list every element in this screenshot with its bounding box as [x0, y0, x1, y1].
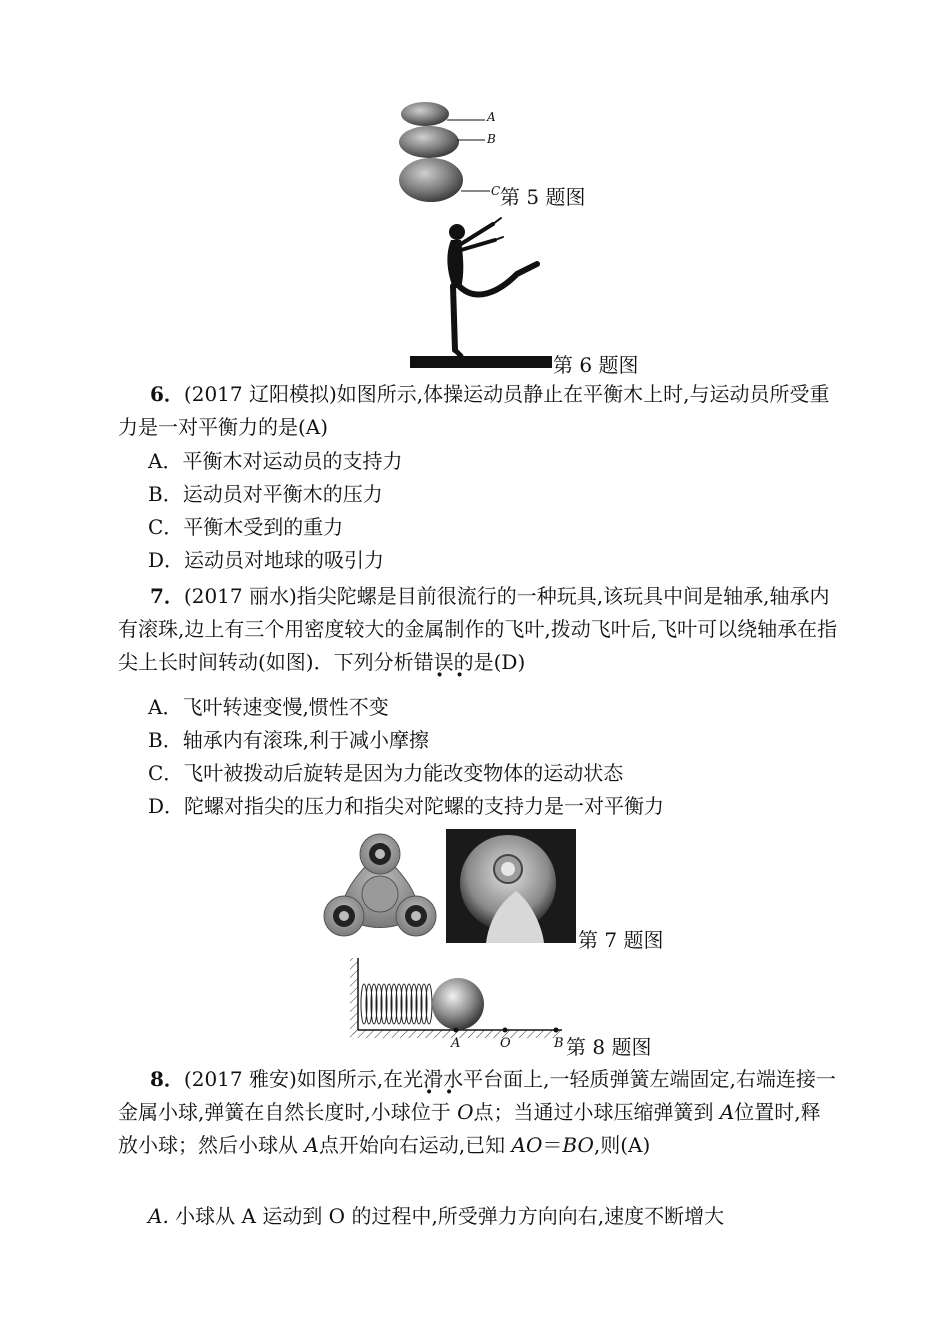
question-6-option-c: C．平衡木受到的重力	[148, 515, 344, 539]
q8-text-1: (2017 雅安)如图所示,在	[183, 1067, 404, 1091]
question-6-text: (2017 辽阳模拟)如图所示,体操运动员静止在平衡木上时,与运动员所受重力是一对平衡力的是(A)	[118, 382, 830, 439]
label-point-o: O	[500, 1036, 511, 1051]
q8-text-4: 位置时,释放小球；然后小球从	[118, 1100, 821, 1157]
metal-ball	[432, 978, 484, 1030]
var-ao: AO	[511, 1133, 543, 1157]
question-7-option-d: D．陀螺对指尖的压力和指尖对陀螺的支持力是一对平衡力	[148, 794, 665, 818]
var-o: O	[457, 1100, 474, 1124]
q8-text-7: ,则(A)	[593, 1133, 651, 1157]
emphasis-char-hua: 滑	[423, 1067, 444, 1091]
question-8-option-a	[148, 1200, 724, 1233]
figure-6-gymnast	[405, 210, 555, 370]
option-a-text: 小球从 A 运动到 O 的过程中,所受弹力方向向右,速度不断增大	[175, 1204, 725, 1228]
stone-top	[401, 102, 449, 126]
q8-text-5: 点开始向右运动,已知	[318, 1133, 512, 1157]
stone-middle	[399, 126, 459, 158]
label-point-a: A	[451, 1036, 461, 1051]
var-a: A	[719, 1100, 735, 1124]
fixed-wall	[350, 958, 358, 1034]
figure-5-stones	[395, 96, 505, 206]
figure-8-spring-ball	[348, 954, 568, 1054]
question-6-number: 6．	[150, 382, 184, 406]
question-7-text: (2017 丽水)指尖陀螺是目前很流行的一种玩具,该玩具中间是轴承,轴承内有滚珠,边上有三个用密度较大的金属制作的飞叶,拨动飞叶后,飞叶可以绕轴承在指尖上长时间转动(如图)．下列分析	[118, 584, 838, 674]
q8-text-3: 点；当通过小球压缩弹簧到	[473, 1100, 720, 1124]
question-6-option-b: B．运动员对平衡木的压力	[148, 482, 383, 506]
spring	[361, 984, 432, 1024]
label-b: B	[487, 132, 496, 146]
figure-6-caption: 第 6 题图	[553, 353, 639, 377]
emphasis-char-cuo: 错	[413, 650, 434, 674]
figure-7-spinner	[320, 832, 440, 944]
figure-7-spinning-photo	[446, 829, 576, 943]
question-6-option-a: A．平衡木对运动员的支持力	[148, 449, 403, 473]
question-7-option-a: A．飞叶转速变慢,惯性不变	[148, 695, 389, 719]
question-7-text-end: 的是(D)	[453, 650, 526, 674]
emphasis-char-wu: 误	[433, 650, 454, 674]
label-a: A	[487, 110, 496, 124]
emphasis-char-guang: 光	[403, 1067, 424, 1091]
label-c: C	[491, 184, 501, 198]
question-8-stem	[118, 1063, 838, 1162]
question-7-option-c: C．飞叶被拨动后旋转是因为力能改变物体的运动状态	[148, 761, 624, 785]
balance-beam	[410, 356, 552, 368]
question-6-option-d: D．运动员对地球的吸引力	[148, 548, 385, 572]
stone-bottom	[399, 158, 463, 202]
question-7-option-b: B．轴承内有滚珠,利于减小摩擦	[148, 728, 430, 752]
question-8-number: 8．	[150, 1067, 184, 1091]
question-7-number: 7．	[150, 584, 184, 608]
var-bo: BO	[562, 1133, 594, 1157]
figure-8-caption: 第 8 题图	[566, 1035, 652, 1059]
var-a-2: A	[304, 1133, 319, 1157]
question-7-stem	[118, 580, 838, 679]
label-point-b: B	[554, 1036, 564, 1051]
q8-text-2: 水平台面上,一轻质弹簧左端固定,右端连接一金属小球,弹簧在自然长度时,小球位于	[118, 1067, 836, 1124]
q8-equals: ＝	[542, 1133, 563, 1157]
question-6-stem	[118, 378, 838, 444]
figure-7-caption: 第 7 题图	[578, 928, 664, 952]
figure-5-caption: 第 5 题图	[500, 185, 586, 209]
option-a-letter: A.	[148, 1204, 169, 1228]
